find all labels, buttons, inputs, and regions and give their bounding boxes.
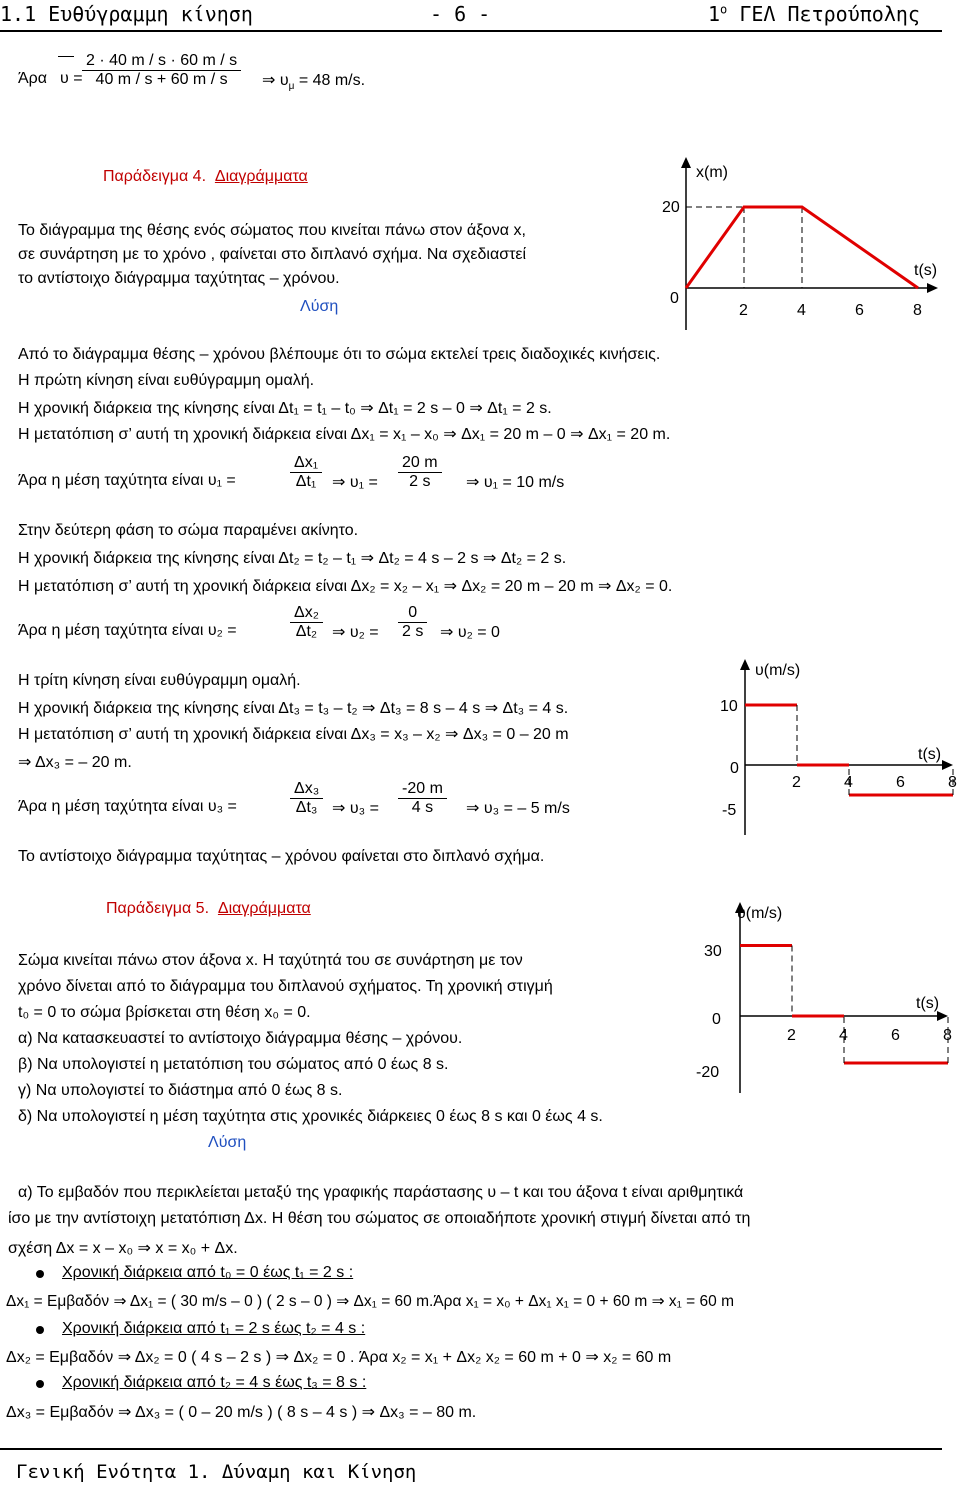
top-formula-sub: μ <box>288 81 295 93</box>
chart1-xlabel: t(s) <box>914 262 938 279</box>
top-formula-prefix: Άρα <box>18 70 48 87</box>
chart1-guides <box>686 207 802 288</box>
ex4-v2-num: Δx₂ <box>290 604 323 623</box>
ex5-b1: Χρονική διάρκεια από t₀ = 0 έως t₁ = 2 s : <box>62 1264 354 1281</box>
mean-bar <box>58 56 74 57</box>
chart1-xtick-label: 8 <box>913 302 922 319</box>
ex4-v3-prefix: Άρα η μέση ταχύτητα είναι υ₃ = <box>18 798 237 815</box>
ex4-v2-prefix: Άρα η μέση ταχύτητα είναι υ₂ = <box>18 622 237 639</box>
chart3-ytick-0: 0 <box>712 1011 721 1028</box>
chart2-x-arrow <box>942 760 953 770</box>
ex4-v2-den: Δt₂ <box>295 623 318 640</box>
ex4-v2-num2: 0 <box>398 604 427 623</box>
ex4-v1-num2: 20 m <box>398 454 442 473</box>
top-formula-fraction <box>82 52 241 89</box>
ex5-c1: Δx₁ = Εμβαδόν ⇒ Δx₁ = ( 30 m/s – 0 ) ( 2 s – 0 ) ⇒ Δx₁ = 60 m.Άρα x₁ = x₀ + Δx₁ x₁ = 0 + 60 m ⇒ x₁ = 60 m <box>6 1293 734 1310</box>
ex5-qc: γ) Να υπολογιστεί το διάστημα από 0 έως 8 s. <box>18 1082 343 1099</box>
chart3-xticks <box>787 1027 952 1044</box>
chart1-xticks <box>739 302 922 319</box>
ex5-p2: χρόνο δίνεται από το διάγραμμα του διπλανού σχήματος. Τη χρονική στιγμή <box>18 978 553 995</box>
ex5-p3: t₀ = 0 το σώμα βρίσκεται στη θέση x₀ = 0. <box>18 1004 311 1021</box>
chart2-xtick-label: 8 <box>948 774 957 791</box>
chart3-xlabel: t(s) <box>916 995 940 1012</box>
ex4-v2-frac2 <box>398 604 427 641</box>
header-right-num: 1 <box>708 2 721 26</box>
ex4-solution-label: Λύση <box>300 298 339 315</box>
ex4-s11: ⇒ Δx₃ = – 20 m. <box>18 754 132 771</box>
ex5-qb: β) Να υπολογιστεί η μετατόπιση του σώματος από 0 έως 8 s. <box>18 1056 449 1073</box>
top-formula-result-a: ⇒ υ <box>262 72 289 89</box>
top-formula-result <box>262 70 365 92</box>
chart2-xtick-label: 4 <box>844 774 853 791</box>
chart-x-t <box>640 155 940 335</box>
header-rule <box>0 30 942 32</box>
chart-v-t-ex5 <box>690 898 950 1098</box>
ex4-s1: Από το διάγραμμα θέσης – χρόνου βλέπουμε ότι το σώμα εκτελεί τρεις διαδοχικές κινήσεις. <box>18 346 661 363</box>
ex4-v3-num: Δx₃ <box>290 780 323 799</box>
ex5-title-a: Παράδειγμα 5. <box>106 900 210 917</box>
ex5-p1: Σώμα κινείται πάνω στον άξονα x. Η ταχύτητά του σε συνάρτηση με τον <box>18 952 523 969</box>
ex4-v1-prefix: Άρα η μέση ταχύτητα είναι υ₁ = <box>18 472 236 489</box>
chart2-xtick-label: 2 <box>792 774 801 791</box>
ex4-v2-den2: 2 s <box>402 623 424 640</box>
ex5-a1: α) Το εμβαδόν που περικλείεται μεταξύ της γραφικής παράστασης υ – t και του άξονα t είναι αριθμητικά <box>18 1184 744 1201</box>
chart1-ytick-0: 0 <box>670 290 679 307</box>
chart3-xtick-label: 8 <box>943 1027 952 1044</box>
ex4-v3-frac1 <box>290 780 323 817</box>
ex4-v2-mid: ⇒ υ₂ = <box>332 624 379 641</box>
top-formula-den: 40 m / s + 60 m / s <box>95 71 228 88</box>
ex4-s4: Η μετατόπιση σ’ αυτή τη χρονική διάρκεια είναι Δx₁ = x₁ – x₀ ⇒ Δx₁ = 20 m – 0 ⇒ Δx₁ = 20 m. <box>18 426 671 443</box>
header-right-sup: ο <box>720 2 728 17</box>
ex4-s10: Η μετατόπιση σ’ αυτή τη χρονική διάρκεια είναι Δx₃ = x₃ – x₂ ⇒ Δx₃ = 0 – 20 m <box>18 726 569 743</box>
ex4-p1: Το διάγραμμα της θέσης ενός σώματος που κινείται πάνω στον άξονα x, <box>18 222 526 239</box>
ex4-v2-result: ⇒ υ₂ = 0 <box>440 624 500 641</box>
chart2-ytick-m5: -5 <box>722 802 737 819</box>
chart1-ytick-20: 20 <box>662 199 680 216</box>
top-formula-result-b: = 48 m/s. <box>294 72 366 89</box>
ex5-qd: δ) Να υπολογιστεί η μέση ταχύτητα στις χρονικές διάρκειες 0 έως 8 s και 0 έως 4 s. <box>18 1108 603 1125</box>
ex4-s9: Η χρονική διάρκεια της κίνησης είναι Δt₃ = t₃ – t₂ ⇒ Δt₃ = 8 s – 4 s ⇒ Δt₃ = 4 s. <box>18 700 569 717</box>
chart2-xlabel: t(s) <box>918 746 942 763</box>
ex4-v3-mid: ⇒ υ₃ = <box>332 800 379 817</box>
ex5-b3: Χρονική διάρκεια από t₂ = 4 s έως t₃ = 8 s : <box>62 1374 367 1391</box>
chart1-xtick-label: 2 <box>739 302 748 319</box>
ex4-s3: Η χρονική διάρκεια της κίνησης είναι Δt₁ = t₁ – t₀ ⇒ Δt₁ = 2 s – 0 ⇒ Δt₁ = 2 s. <box>18 400 552 417</box>
ex5-c2: Δx₂ = Εμβαδόν ⇒ Δx₂ = 0 ( 4 s – 2 s ) ⇒ Δx₂ = 0 . Άρα x₂ = x₁ + Δx₂ x₂ = 60 m + 0 ⇒ x₂ = 60 m <box>6 1349 672 1366</box>
ex4-s7: Η μετατόπιση σ’ αυτή τη χρονική διάρκεια είναι Δx₂ = x₂ – x₁ ⇒ Δx₂ = 20 m – 20 m ⇒ Δx₂ = 0. <box>18 578 673 595</box>
ex5-c3: Δx₃ = Εμβαδόν ⇒ Δx₃ = ( 0 – 20 m/s ) ( 8 s – 4 s ) ⇒ Δx₃ = – 80 m. <box>6 1404 477 1421</box>
ex4-s2: Η πρώτη κίνηση είναι ευθύγραμμη ομαλή. <box>18 372 315 389</box>
ex4-s6: Η χρονική διάρκεια της κίνησης είναι Δt₂ = t₂ – t₁ ⇒ Δt₂ = 4 s – 2 s ⇒ Δt₂ = 2 s. <box>18 550 567 567</box>
chart3-xtick-label: 4 <box>839 1027 848 1044</box>
chart2-ytick-0: 0 <box>730 760 739 777</box>
chart3-ylabel: υ(m/s) <box>737 905 783 922</box>
ex4-p2: σε συνάρτηση με το χρόνο , φαίνεται στο διπλανό σχήμα. Να σχεδιαστεί <box>18 246 527 263</box>
chart3-xtick-label: 6 <box>891 1027 900 1044</box>
ex4-title-b: Διαγράμματα <box>214 168 308 185</box>
chart2-ylabel: υ(m/s) <box>755 662 801 679</box>
ex4-title-a: Παράδειγμα 4. <box>103 168 207 185</box>
ex4-v3-den: Δt₃ <box>295 799 318 816</box>
chart3-ytick-30: 30 <box>704 943 722 960</box>
ex5-a2: ίσο με την αντίστοιχη μετατόπιση Δx. Η θέση του σώματος σε οποιαδήποτε χρονική στιγμή δίνεται από τη <box>8 1210 751 1227</box>
chart3-xtick-label: 2 <box>787 1027 796 1044</box>
header-left: 1.1 Ευθύγραμμη κίνηση <box>0 2 253 26</box>
ex4-v3-frac2 <box>398 780 447 817</box>
chart2-xticks <box>792 774 957 791</box>
chart3-ytick-m20: -20 <box>696 1064 720 1081</box>
ex5-title <box>106 900 311 918</box>
top-formula-lhs: υ = <box>60 70 83 87</box>
top-formula-num: 2 · 40 m / s · 60 m / s <box>82 52 241 71</box>
page-number: - 6 - <box>430 2 491 26</box>
ex4-v1-den: Δt₁ <box>295 473 317 490</box>
ex4-v1-num: Δx₁ <box>290 454 322 473</box>
chart1-xtick-label: 6 <box>855 302 864 319</box>
ex4-v3-num2: -20 m <box>398 780 447 799</box>
header-right <box>708 2 920 26</box>
ex4-title <box>103 168 308 186</box>
chart2-y-arrow <box>740 659 750 670</box>
ex5-title-b: Διαγράμματα <box>217 900 311 917</box>
footer-rule <box>0 1448 942 1450</box>
chart1-ylabel: x(m) <box>696 164 728 181</box>
chart2-xtick-label: 6 <box>896 774 905 791</box>
bullet-3 <box>36 1380 44 1388</box>
ex4-s5: Στην δεύτερη φάση το σώμα παραμένει ακίνητο. <box>18 522 359 539</box>
ex4-v1-mid: ⇒ υ₁ = <box>332 474 378 491</box>
footer-text: Γενική Ενότητα 1. Δύναμη και Κίνηση <box>16 1461 417 1483</box>
chart3-x-arrow <box>937 1011 948 1021</box>
ex4-v1-den2: 2 s <box>409 473 431 490</box>
chart-v-t-ex4 <box>700 655 955 840</box>
chart2-ytick-10: 10 <box>720 698 738 715</box>
ex4-s8: Η τρίτη κίνηση είναι ευθύγραμμη ομαλή. <box>18 672 301 689</box>
ex5-b2: Χρονική διάρκεια από t₁ = 2 s έως t₂ = 4 s : <box>62 1320 366 1337</box>
header-right-text: ΓΕΛ Πετρούπολης <box>727 2 920 26</box>
ex4-v1-result: ⇒ υ₁ = 10 m/s <box>466 474 565 491</box>
chart1-x-arrow <box>927 283 938 293</box>
ex4-s12: Το αντίστοιχο διάγραμμα ταχύτητας – χρόνου φαίνεται στο διπλανό σχήμα. <box>18 848 545 865</box>
ex4-v2-frac1 <box>290 604 323 641</box>
bullet-2 <box>36 1326 44 1334</box>
chart1-y-arrow <box>681 157 691 168</box>
bullet-1 <box>36 1270 44 1278</box>
ex4-v3-den2: 4 s <box>411 799 434 816</box>
ex5-qa: α) Να κατασκευαστεί το αντίστοιχο διάγραμμα θέσης – χρόνου. <box>18 1030 463 1047</box>
ex4-p3: το αντίστοιχο διάγραμμα ταχύτητας – χρόνου. <box>18 270 340 287</box>
ex4-v3-result: ⇒ υ₃ = – 5 m/s <box>466 800 570 817</box>
ex4-v1-frac2 <box>398 454 442 491</box>
chart1-xtick-label: 4 <box>797 302 806 319</box>
ex5-a3: σχέση Δx = x – x₀ ⇒ x = x₀ + Δx. <box>8 1240 238 1257</box>
ex5-solution-label: Λύση <box>208 1134 247 1151</box>
ex4-v1-frac1 <box>290 454 322 491</box>
